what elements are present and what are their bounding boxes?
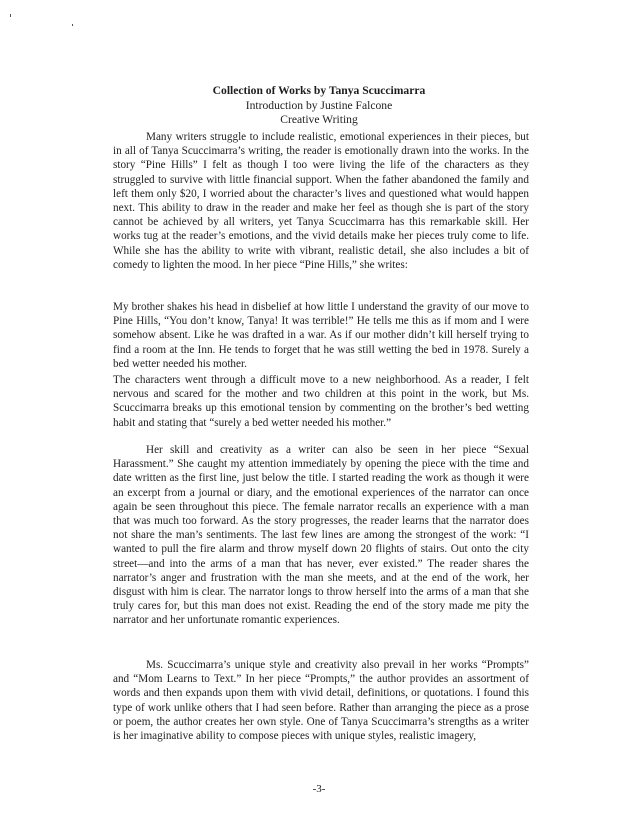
paragraph-intro: Many writers struggle to include realistic, emotional experiences in their pieces, but in all of Tanya Scuccimarra’s writing, the reader is emotionally drawn into the works. In the story “Pine Hills” I felt as though I too were living the life of the characters as they struggled to survive with little financial support. When the father abandoned the family and left them only $20, I worried about the character’s lives and questioned what would happen next. This ability to draw in the reader and make her feel as though she is part of the story cannot be achieved by all writers, yet Tanya Scuccimarra has this remarkable skill. Her works tug at the reader’s emotions, and the vivid details make her pieces truly come to life. While she has the ability to write with vibrant, realistic detail, she also includes a bit of comedy to lighten the mood. In her piece “Pine Hills,” she writes: bbox=[113, 131, 529, 271]
course-name: Creative Writing bbox=[280, 113, 358, 126]
document-header bbox=[0, 84, 638, 128]
paragraph-quote-analysis: The characters went through a difficult move to a new neighborhood. As a reader, I felt nervous and scared for the mother and two children at this point in the work, but Ms. Scuccimarra breaks up this emotional tension by commenting on the brother’s bed wetting habit and stating that “surely a bed wetter needed his mother.” bbox=[113, 374, 529, 429]
block-quote-pine-hills: My brother shakes his head in disbelief at how little I understand the gravity of our move to Pine Hills, “You don’t know, Tanya! It was terrible!” He tells me this as if mom and I were somehow absent. Like he was drafted in a war. As if our mother didn’t kill herself trying to find a room at the Inn. He tends to forget that he was still wetting the bed in 1978. Surely a bed wetter needed his mother. bbox=[113, 301, 529, 370]
paragraph-prompts: Ms. Scuccimarra’s unique style and creativity also prevail in her works “Prompts” and “Mom Learns to Text.” In her piece “Prompts,” the author provides an assortment of words and then expands upon them with vivid detail, definitions, or quotations. I found this type of work unlike others that I had seen before. Rather than arranging the piece as a prose or poem, the author creates her own style. One of Tanya Scuccimarra’s strengths as a writer is her imaginative ability to compose pieces with unique styles, realistic imagery, bbox=[113, 659, 529, 743]
document-subtitle: Introduction by Justine Falcone bbox=[245, 98, 393, 112]
paragraph-sexual-harassment: Her skill and creativity as a writer can also be seen in her piece “Sexual Harassment.” She caught my attention immediately by opening the piece with the time and date written as the first line, just below the title. I started reading the work as though it were an excerpt from a journal or diary, and the emotional experiences of the narrator can once again be seen throughout this piece. The female narrator recalls an experience with a man that was much too forward. As the story progresses, the reader learns that the narrator does not share the man’s sentiments. The last few lines are among the strongest of the work: “I wanted to pull the fire alarm and throw myself down 20 flights of stairs. Out onto the city street—and into the arms of a man that has never, ever existed.” The reader shares the narrator’s anger and frustration with the man she meets, and at the end of the work, her disgust with him is clear. The narrator longs to throw herself into the arms of a man that she truly cares for, but this man does not exist. Reading the end of the story made me pity the narrator and her unfortunate romantic experiences. bbox=[113, 444, 529, 627]
scan-speck bbox=[72, 24, 73, 26]
scan-speck bbox=[10, 14, 11, 17]
page-number: -3- bbox=[312, 783, 326, 795]
document-title: Collection of Works by Tanya Scuccimarra bbox=[212, 84, 426, 97]
